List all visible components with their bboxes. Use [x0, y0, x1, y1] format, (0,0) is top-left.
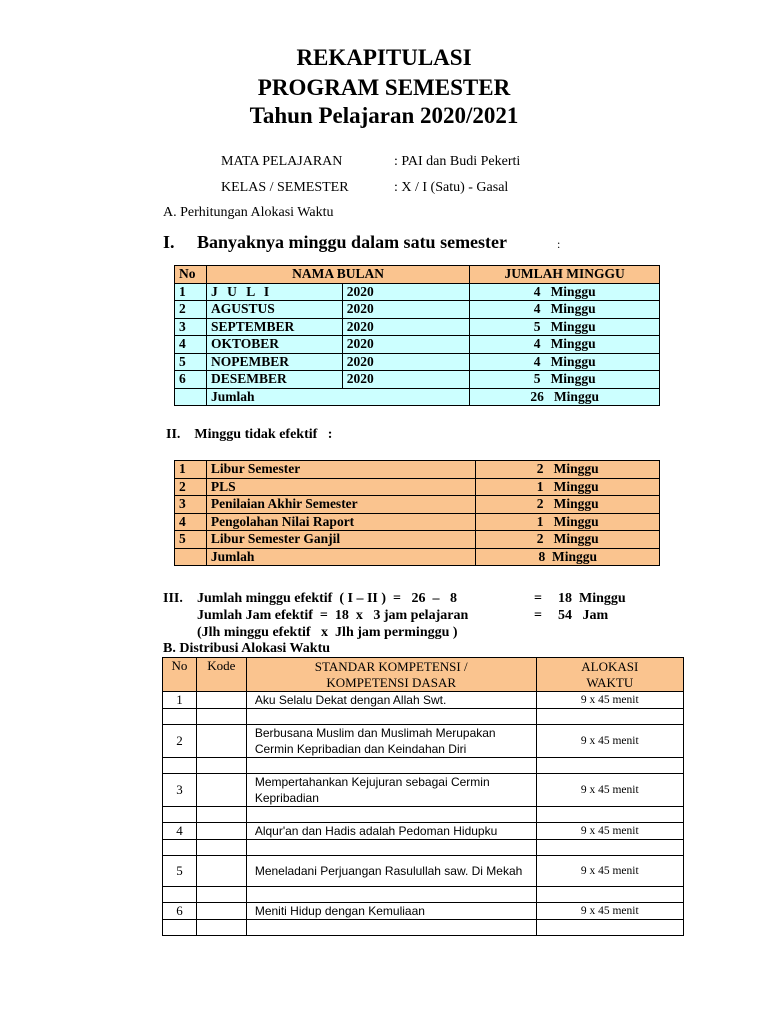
- section-b-heading: B. Distribusi Alokasi Waktu: [163, 641, 331, 656]
- row-jumlah: 5 Minggu: [470, 371, 660, 389]
- row-jumlah: 2 Minggu: [476, 531, 660, 549]
- part3-line3: (Jlh minggu efektif x Jlh jam perminggu ): [197, 625, 458, 640]
- row-jumlah: 4 Minggu: [470, 353, 660, 371]
- row-bulan: AGUSTUS: [206, 301, 342, 319]
- table-row: [175, 318, 660, 336]
- total-row: [175, 548, 660, 566]
- row-waktu: 9 x 45 menit: [536, 725, 683, 758]
- row-no: 6: [163, 903, 197, 920]
- table-row: [163, 774, 684, 807]
- table-row: [175, 496, 660, 514]
- total-label: Jumlah: [206, 388, 469, 406]
- mapel-label: MATA PELAJARAN: [221, 154, 343, 169]
- row-kompetensi: Alqur'an dan Hadis adalah Pedoman Hidupku: [246, 823, 536, 840]
- table-row: [175, 353, 660, 371]
- row-kompetensi: Meniti Hidup dengan Kemuliaan: [246, 903, 536, 920]
- table-row: [175, 336, 660, 354]
- row-jumlah: 4 Minggu: [470, 336, 660, 354]
- header-no: No: [175, 266, 207, 284]
- row-kode: [196, 856, 246, 887]
- row-jumlah: 5 Minggu: [470, 318, 660, 336]
- row-kode: [196, 903, 246, 920]
- row-item: Libur Semester: [206, 461, 476, 479]
- weeks-table-header: [175, 266, 660, 284]
- total-row: [175, 388, 660, 406]
- total-value: 8 Minggu: [476, 548, 660, 566]
- row-no: 3: [163, 774, 197, 807]
- table-row: [175, 531, 660, 549]
- distribution-table: [162, 657, 684, 936]
- spacer-row: [163, 807, 684, 823]
- row-item: Libur Semester Ganjil: [206, 531, 476, 549]
- spacer-row: [163, 887, 684, 903]
- spacer-row: [163, 840, 684, 856]
- title-line-3: Tahun Pelajaran 2020/2021: [249, 103, 519, 128]
- row-jumlah: 1 Minggu: [476, 513, 660, 531]
- row-kompetensi: Aku Selalu Dekat dengan Allah Swt.: [246, 692, 536, 709]
- table-row: [163, 692, 684, 709]
- row-bulan: OKTOBER: [206, 336, 342, 354]
- row-waktu: 9 x 45 menit: [536, 903, 683, 920]
- table-row: [175, 513, 660, 531]
- row-no: 4: [163, 823, 197, 840]
- row-no: 1: [175, 283, 207, 301]
- title-line-2: PROGRAM SEMESTER: [257, 75, 511, 100]
- row-jumlah: 4 Minggu: [470, 283, 660, 301]
- non-effective-table: [174, 460, 660, 566]
- row-waktu: 9 x 45 menit: [536, 823, 683, 840]
- part3-number: III.: [163, 591, 183, 606]
- table-row: [163, 725, 684, 758]
- table-row: [163, 856, 684, 887]
- row-no: 5: [175, 353, 207, 371]
- kelas-label: KELAS / SEMESTER: [221, 180, 349, 195]
- row-tahun: 2020: [342, 336, 470, 354]
- row-waktu: 9 x 45 menit: [536, 774, 683, 807]
- row-waktu: 9 x 45 menit: [536, 692, 683, 709]
- spacer-row: [163, 758, 684, 774]
- header-standar-kompetensi: STANDAR KOMPETENSI / KOMPETENSI DASAR: [246, 658, 536, 692]
- part3-line1-left: Jumlah minggu efektif ( I – II ) = 26 – 8: [197, 591, 457, 606]
- table-row: [163, 903, 684, 920]
- row-jumlah: 2 Minggu: [476, 461, 660, 479]
- row-no: 2: [175, 301, 207, 319]
- table-row: [175, 301, 660, 319]
- total-value: 26 Minggu: [470, 388, 660, 406]
- part1-heading: Banyaknya minggu dalam satu semester: [197, 232, 508, 252]
- part3-line2-eq: =: [534, 608, 542, 623]
- row-jumlah: 1 Minggu: [476, 478, 660, 496]
- row-no: 1: [175, 461, 207, 479]
- row-tahun: 2020: [342, 318, 470, 336]
- mapel-value: : PAI dan Budi Pekerti: [394, 154, 521, 169]
- row-bulan: SEPTEMBER: [206, 318, 342, 336]
- row-bulan: DESEMBER: [206, 371, 342, 389]
- row-kompetensi: Mempertahankan Kejujuran sebagai Cermin Kepribadian: [246, 774, 536, 807]
- part3-line2-right: 54 Jam: [558, 608, 609, 623]
- title-line-1: REKAPITULASI: [296, 45, 472, 70]
- header-nama-bulan: NAMA BULAN: [206, 266, 469, 284]
- row-waktu: 9 x 45 menit: [536, 856, 683, 887]
- row-item: Pengolahan Nilai Raport: [206, 513, 476, 531]
- row-tahun: 2020: [342, 371, 470, 389]
- header-kode: Kode: [196, 658, 246, 692]
- row-no: 2: [175, 478, 207, 496]
- part3-line2-left: Jumlah Jam efektif = 18 x 3 jam pelajaran: [197, 608, 469, 623]
- part1-colon: :: [557, 237, 561, 251]
- row-tahun: 2020: [342, 283, 470, 301]
- row-no: 1: [163, 692, 197, 709]
- table-row: [175, 461, 660, 479]
- header-no: No: [163, 658, 197, 692]
- weeks-table: [174, 265, 660, 406]
- part1-number: I.: [163, 232, 175, 252]
- row-kompetensi: Meneladani Perjuangan Rasulullah saw. Di Mekah: [246, 856, 536, 887]
- header-alokasi-waktu: ALOKASI WAKTU: [536, 658, 683, 692]
- part3-line1-right: 18 Minggu: [558, 591, 626, 606]
- row-no: 3: [175, 318, 207, 336]
- distribution-header: [163, 658, 684, 692]
- kelas-value: : X / I (Satu) - Gasal: [394, 180, 509, 195]
- row-no: 4: [175, 513, 207, 531]
- table-row: [175, 283, 660, 301]
- table-row: [163, 823, 684, 840]
- row-kode: [196, 725, 246, 758]
- part3-line1-eq: =: [534, 591, 542, 606]
- row-kode: [196, 823, 246, 840]
- row-kompetensi: Berbusana Muslim dan Muslimah Merupakan Cermin Kepribadian dan Keindahan Diri: [246, 725, 536, 758]
- row-no: 3: [175, 496, 207, 514]
- row-item: PLS: [206, 478, 476, 496]
- table-row: [175, 371, 660, 389]
- header-jumlah-minggu: JUMLAH MINGGU: [470, 266, 660, 284]
- row-kode: [196, 692, 246, 709]
- row-jumlah: 2 Minggu: [476, 496, 660, 514]
- part2-heading: II. Minggu tidak efektif :: [166, 427, 333, 442]
- row-no: 5: [163, 856, 197, 887]
- section-a-heading: A. Perhitungan Alokasi Waktu: [163, 205, 334, 220]
- spacer-row: [163, 920, 684, 936]
- row-jumlah: 4 Minggu: [470, 301, 660, 319]
- row-no: 2: [163, 725, 197, 758]
- row-bulan: J U L I: [206, 283, 342, 301]
- row-item: Penilaian Akhir Semester: [206, 496, 476, 514]
- row-tahun: 2020: [342, 353, 470, 371]
- row-bulan: NOPEMBER: [206, 353, 342, 371]
- total-label: Jumlah: [206, 548, 476, 566]
- row-tahun: 2020: [342, 301, 470, 319]
- spacer-row: [163, 709, 684, 725]
- row-kode: [196, 774, 246, 807]
- table-row: [175, 478, 660, 496]
- row-no: 4: [175, 336, 207, 354]
- row-no: 6: [175, 371, 207, 389]
- row-no: 5: [175, 531, 207, 549]
